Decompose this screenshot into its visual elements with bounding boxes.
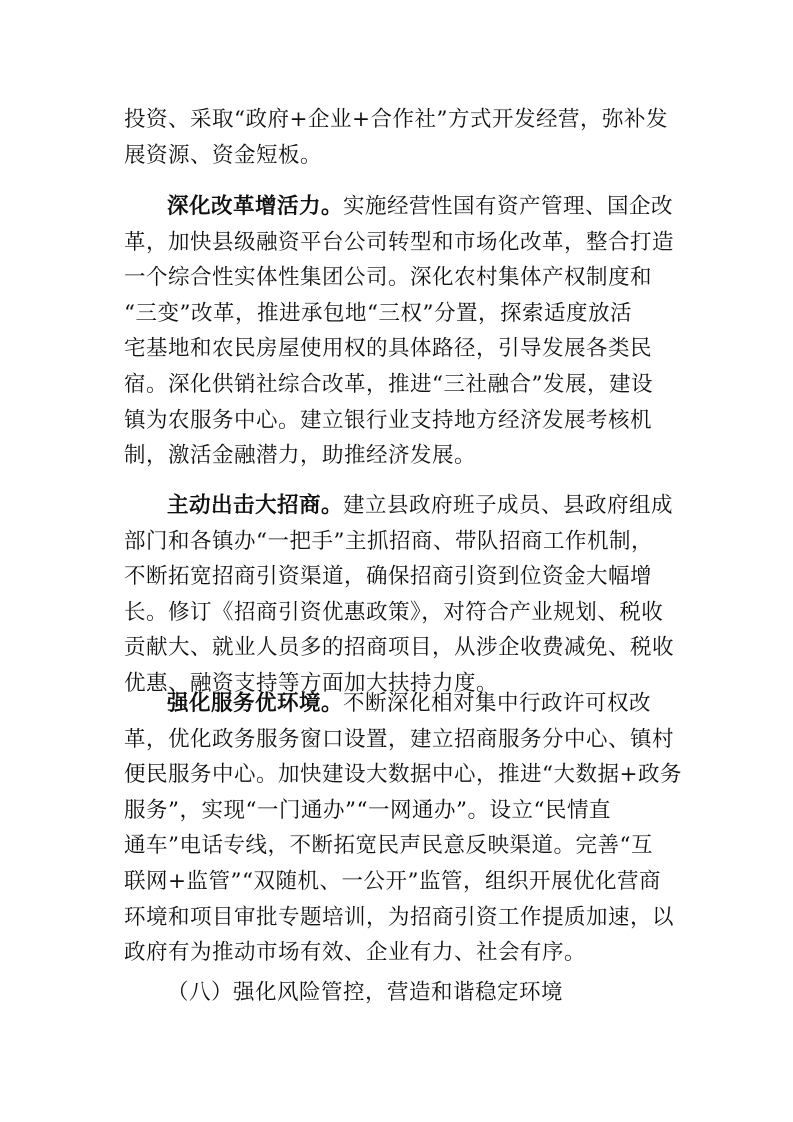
text-line: 便民服务中心。加快建设大数据中心，推进“大数据+政务	[124, 762, 683, 788]
paragraph-continuation	[124, 102, 669, 173]
text-line: 贡献大、就业人员多的招商项目，从涉企收费减免、税收	[124, 635, 675, 661]
text-line: 革，优化政务服务窗口设置，建立招商服务分中心、镇村	[124, 726, 675, 752]
text-line: 宿。深化供销社综合改革，推进“三社融合”发展，建设	[124, 371, 653, 397]
text-line: 政府有为推动市场有效、企业有力、社会有序。	[124, 940, 587, 966]
section-heading-block	[124, 975, 664, 1011]
text-run: 实施经营性国有资产管理、国企改	[343, 194, 674, 219]
text-line: 通车”电话专线，不断拓宽民声民意反映渠道。完善“互	[124, 833, 653, 859]
paragraph-deepen-reform	[124, 189, 675, 474]
text-line: 联网+监管”“双随机、一公开”监管，组织开展优化营商	[124, 868, 661, 894]
text-line: 投资、采取“政府+企业+合作社”方式开发经营，弥补发	[124, 107, 669, 132]
paragraph-first-line	[124, 488, 674, 524]
text-line: 镇为农服务中心。建立银行业支持地方经济发展考核机	[124, 407, 653, 433]
paragraph-first-line	[124, 686, 664, 722]
text-line: 不断拓宽招商引资渠道，确保招商引资到位资金大幅增	[124, 564, 653, 590]
text-line: 服务”，实现“一门通办”“一网通办”。设立“民情直	[124, 797, 611, 823]
paragraph-service-environment	[124, 686, 683, 971]
text-run: 不断深化相对集中行政许可权改	[343, 691, 652, 716]
text-run: 建立县政府班子成员、县政府组成	[343, 493, 674, 518]
text-line: 部门和各镇办“一把手”主抓招商、带队招商工作机制，	[124, 528, 653, 554]
text-line: 展资源、资金短板。	[124, 142, 323, 168]
text-line: 宅基地和农民房屋使用权的具体路径，引导发展各类民	[124, 336, 653, 362]
paragraph-lead-heading: 深化改革增活力。	[167, 194, 344, 219]
text-line: 制，激活金融潜力，助推经济发展。	[124, 443, 477, 469]
text-line: 长。修订《招商引资优惠政策》，对符合产业规划、税收	[124, 599, 664, 625]
text-line: 环境和项目审批专题培训，为招商引资工作提质加速，以	[124, 904, 675, 930]
text-line: 革，加快县级融资平台公司转型和市场化改革，整合打造	[124, 229, 675, 255]
text-line: “三变”改革，推进承包地“三权”分置，探索适度放活	[124, 300, 632, 326]
paragraph-lead-heading: 强化服务优环境。	[167, 691, 344, 716]
text-line: 一个综合性实体性集团公司。深化农村集体产权制度和	[124, 265, 653, 291]
paragraph-lead-heading: 主动出击大招商。	[167, 493, 344, 518]
section-heading: （八）强化风险管控，营造和谐稳定环境	[167, 980, 564, 1005]
text-line: 优惠、融资支持等方面加大扶持力度。	[124, 670, 499, 696]
paragraph-first-line	[124, 189, 674, 225]
paragraph-investment-attraction	[124, 488, 675, 702]
